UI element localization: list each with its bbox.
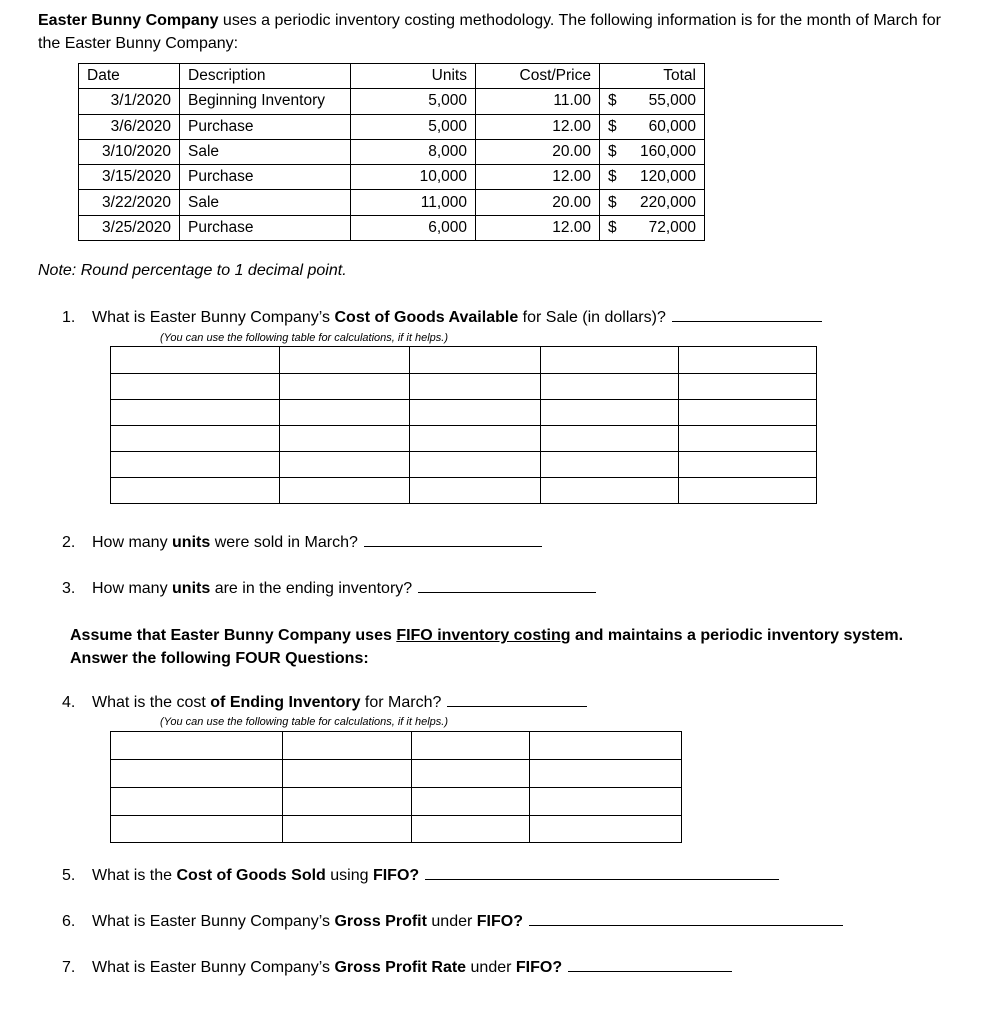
calc-cell[interactable] [111,426,280,452]
table-row [111,400,817,426]
cell-total [600,215,705,240]
calc-cell[interactable] [412,816,530,843]
question-number: 7. [62,959,76,976]
question-text: were sold in March? [210,534,358,551]
question-text: for March? [360,694,442,711]
table-row [111,452,817,478]
cell-total [600,190,705,215]
cell-date: 3/1/2020 [79,89,180,114]
currency-symbol: $ [608,168,617,186]
cell-date: 3/25/2020 [79,215,180,240]
table-row [111,732,682,760]
question-text: What is Easter Bunny Company’s [92,309,335,326]
cell-description: Sale [180,139,351,164]
assumption-text: Assume that Easter Bunny Company uses [70,627,397,644]
total-value: 72,000 [648,218,696,236]
company-name: Easter Bunny Company [38,12,219,29]
calc-cell[interactable] [541,374,679,400]
answer-blank-3[interactable] [418,591,596,593]
question-bold-text: of Ending Inventory [210,694,361,711]
calc-cell[interactable] [679,400,817,426]
question-bold-text: Gross Profit [334,913,427,930]
question-text: How many [92,534,173,551]
calc-cell[interactable] [111,400,280,426]
calc-cell[interactable] [280,478,410,504]
calc-cell[interactable] [412,788,530,816]
table-row [79,215,705,240]
cell-description: Purchase [180,215,351,240]
question-1 [62,309,822,327]
question-6 [62,913,843,931]
question-number: 1. [62,309,76,326]
question-5 [62,867,779,885]
question-text: What is the [92,867,177,884]
question-bold-text: units [172,580,211,597]
intro-text: uses a periodic inventory costing methodology. The following information is for the month of March for the Easter Bunny Company: [38,12,941,52]
calc-cell[interactable] [111,452,280,478]
calc-cell[interactable] [283,816,412,843]
question-bold-text: FIFO? [372,867,420,884]
cell-units: 10,000 [351,165,476,190]
calc-cell[interactable] [111,374,280,400]
cell-date: 3/10/2020 [79,139,180,164]
cell-price: 12.00 [476,165,600,190]
question-text: How many [92,580,173,597]
calc-cell[interactable] [410,347,541,374]
question-text: using [325,867,373,884]
calc-cell[interactable] [410,400,541,426]
question-number: 3. [62,580,76,597]
calc-cell[interactable] [111,478,280,504]
assumption-instruction: Answer the following FOUR Questions: [70,650,369,667]
currency-symbol: $ [608,92,617,110]
currency-symbol: $ [608,143,617,161]
currency-symbol: $ [608,193,617,211]
table-row [111,788,682,816]
answer-blank-4[interactable] [447,705,587,707]
calc-cell[interactable] [111,732,283,760]
fifo-assumption [70,624,903,670]
answer-blank-1[interactable] [672,320,822,322]
calc-cell[interactable] [280,426,410,452]
calc-cell[interactable] [280,452,410,478]
fifo-underlined: FIFO inventory costing [396,627,571,644]
question-bold-text: units [172,534,211,551]
cell-total [600,139,705,164]
question-text: What is Easter Bunny Company’s [92,959,335,976]
cell-date: 3/15/2020 [79,165,180,190]
cell-date: 3/6/2020 [79,114,180,139]
cell-price: 20.00 [476,190,600,215]
calc-help-text: (You can use the following table for calculations, if it helps.) [160,332,448,344]
table-row [111,347,817,374]
question-2 [62,534,542,552]
calc-cell[interactable] [679,347,817,374]
cell-total [600,89,705,114]
question-4 [62,694,587,712]
calc-cell[interactable] [679,452,817,478]
header-date: Date [79,64,180,89]
calc-cell[interactable] [541,347,679,374]
question-number: 5. [62,867,76,884]
cell-units: 8,000 [351,139,476,164]
cell-units: 11,000 [351,190,476,215]
answer-blank-6[interactable] [529,924,843,926]
total-value: 60,000 [648,117,696,135]
cell-price: 20.00 [476,139,600,164]
calc-cell[interactable] [412,760,530,788]
question-7 [62,959,732,977]
question-number: 2. [62,534,76,551]
assumption-text: and maintains a periodic inventory system. [570,627,904,644]
total-value: 220,000 [639,193,696,211]
calc-cell[interactable] [283,732,412,760]
question-bold-text: Gross Profit Rate [334,959,467,976]
calc-table-1 [110,346,817,504]
calc-cell[interactable] [530,760,682,788]
cell-description: Beginning Inventory [180,89,351,114]
calc-cell[interactable] [111,760,283,788]
calc-cell[interactable] [541,478,679,504]
answer-blank-2[interactable] [364,545,542,547]
question-number: 4. [62,694,76,711]
cell-description: Purchase [180,114,351,139]
calc-cell[interactable] [541,400,679,426]
calc-cell[interactable] [111,788,283,816]
question-bold-text: Cost of Goods Available [334,309,519,326]
calc-cell[interactable] [111,816,283,843]
calc-cell[interactable] [530,816,682,843]
cell-total [600,114,705,139]
calc-cell[interactable] [283,760,412,788]
table-row [111,426,817,452]
intro-paragraph [38,9,958,55]
question-text: What is Easter Bunny Company’s [92,913,335,930]
answer-blank-7[interactable] [568,970,732,972]
calc-cell[interactable] [283,788,412,816]
cell-units: 6,000 [351,215,476,240]
question-text: under [466,959,516,976]
table-row [79,165,705,190]
currency-symbol: $ [608,117,617,135]
question-text: for Sale (in dollars)? [518,309,666,326]
table-row [111,760,682,788]
header-units: Units [351,64,476,89]
question-text: under [426,913,477,930]
total-value: 160,000 [639,143,696,161]
cell-price: 11.00 [476,89,600,114]
calc-cell[interactable] [280,347,410,374]
cell-price: 12.00 [476,114,600,139]
calc-cell[interactable] [541,426,679,452]
calc-cell[interactable] [679,426,817,452]
table-row [111,816,682,843]
total-value: 120,000 [639,168,696,186]
calc-cell[interactable] [280,400,410,426]
question-bold-text: FIFO? [515,959,563,976]
calc-cell[interactable] [541,452,679,478]
cell-description: Sale [180,190,351,215]
question-3 [62,580,596,598]
calc-cell[interactable] [410,426,541,452]
calc-cell[interactable] [530,788,682,816]
calc-cell[interactable] [412,732,530,760]
rounding-note: Note: Round percentage to 1 decimal point. [38,262,347,279]
calc-help-text: (You can use the following table for calculations, if it helps.) [160,716,448,728]
calc-table-2 [110,731,682,843]
answer-blank-5[interactable] [425,878,779,880]
calc-cell[interactable] [410,478,541,504]
inventory-table [78,63,705,241]
question-bold-text: FIFO? [476,913,523,930]
table-row [79,139,705,164]
calc-cell[interactable] [410,374,541,400]
cell-date: 3/22/2020 [79,190,180,215]
calc-cell[interactable] [679,478,817,504]
header-description: Description [180,64,351,89]
question-text: are in the ending inventory? [210,580,413,597]
calc-cell[interactable] [410,452,541,478]
calc-cell[interactable] [530,732,682,760]
cell-units: 5,000 [351,89,476,114]
total-value: 55,000 [648,92,696,110]
calc-cell[interactable] [111,347,280,374]
question-text: What is the cost [92,694,211,711]
currency-symbol: $ [608,218,617,236]
table-row [79,114,705,139]
table-row [111,374,817,400]
calc-cell[interactable] [679,374,817,400]
question-bold-text: Cost of Goods Sold [176,867,326,884]
cell-units: 5,000 [351,114,476,139]
cell-description: Purchase [180,165,351,190]
header-price: Cost/Price [476,64,600,89]
header-total: Total [600,64,705,89]
calc-cell[interactable] [280,374,410,400]
table-header-row [79,64,705,89]
table-row [79,190,705,215]
cell-price: 12.00 [476,215,600,240]
question-number: 6. [62,913,76,930]
table-row [111,478,817,504]
cell-total [600,165,705,190]
table-row [79,89,705,114]
